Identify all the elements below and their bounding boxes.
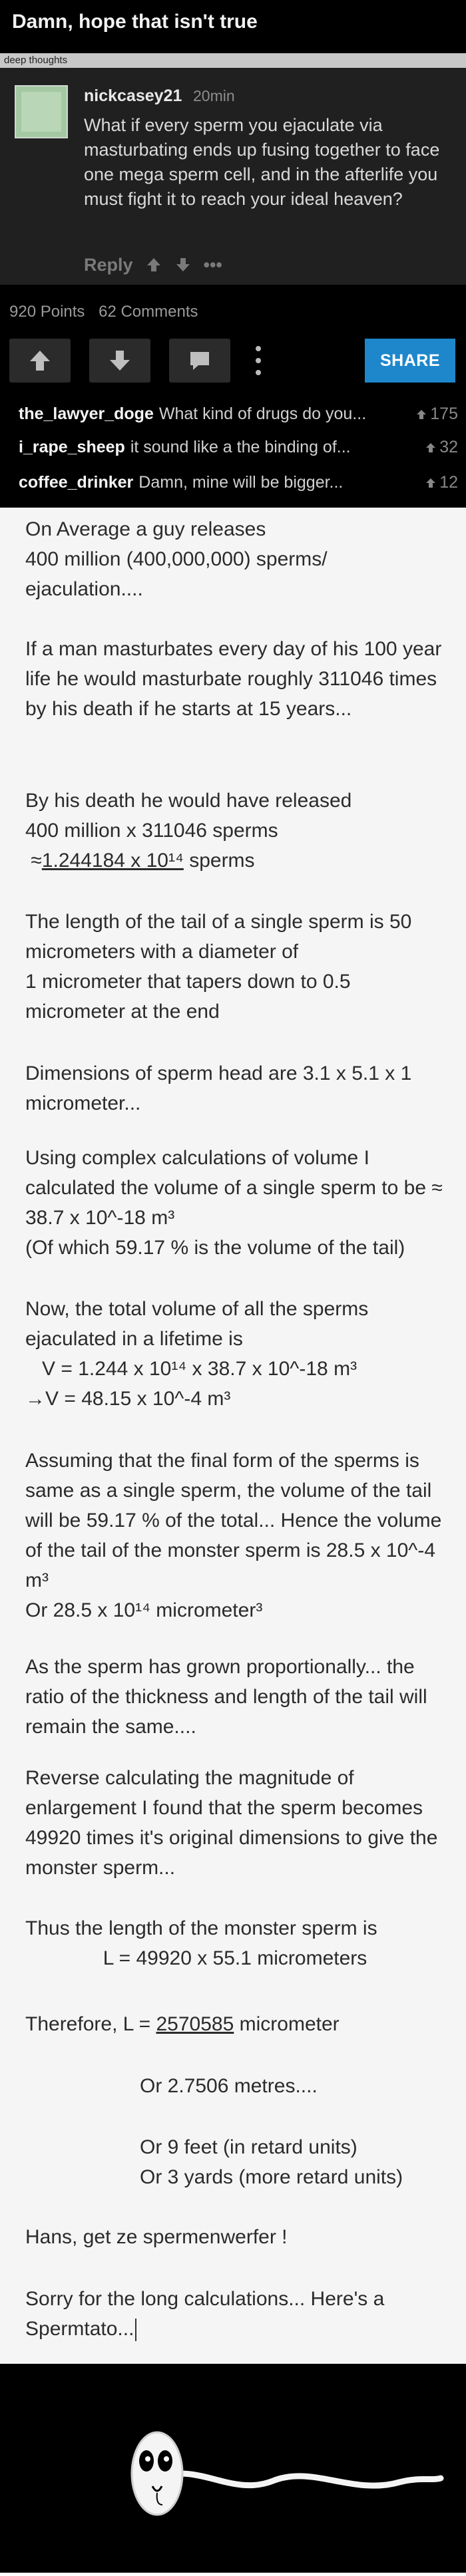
- paragraph: Thus the length of the monster sperm is L = 49920 x 55.1 micrometers: [25, 1917, 377, 1969]
- comment-time: 20min: [193, 87, 235, 104]
- top-comment-user: the_lawyer_doge: [19, 404, 154, 423]
- paragraph: Assuming that the final form of the sperms is same as a single sperm, the volume of the tail will be 59.17 % of the total... Hence the volume of the tail of the monster sperm is 28.5 x 10^-4 m³ Or 28.5 x 10¹⁴ micrometer³: [25, 1450, 442, 1621]
- paragraph: Hans, get ze spermenwerfer !: [25, 2226, 288, 2248]
- share-button[interactable]: SHARE: [365, 339, 455, 383]
- paragraph: Sorry for the long calculations... Here's a Spermtato...: [25, 2284, 451, 2344]
- paragraph: Or 2.7506 metres....: [140, 2075, 318, 2097]
- more-options-button[interactable]: [252, 343, 265, 379]
- upvote-icon: [425, 477, 437, 489]
- more-icon: •••: [203, 254, 222, 275]
- avatar: [15, 85, 68, 138]
- downvote-icon: [107, 347, 133, 374]
- text-cursor: [135, 2319, 136, 2341]
- post-header-section: [0, 0, 466, 508]
- top-comment-text: Damn, mine will be bigger...: [138, 473, 344, 492]
- paragraph: Using complex calculations of volume I calculated the volume of a single sperm to be ≈ 38.7 x 10^-18 m³ (Of which 59.17 % is the volume of the tail): [25, 1147, 443, 1259]
- paragraph: As the sperm has grown proportionally... the ratio of the thickness and length of the tail will remain the same....: [25, 1656, 433, 1738]
- article-body: [0, 508, 466, 2364]
- subreddit-tag: deep thoughts: [0, 53, 466, 68]
- action-bar: [0, 339, 466, 392]
- points-count: 920 Points: [9, 303, 85, 321]
- comments-count[interactable]: 62 Comments: [99, 303, 198, 321]
- paragraph: By his death he would have released 400 million x 311046 sperms ≈1.244184 x 10¹⁴ sperms: [25, 790, 352, 872]
- paragraph: Therefore, L = 2570585 micrometer: [25, 2013, 340, 2035]
- reply-button: Reply: [84, 254, 133, 275]
- upvote-button[interactable]: [9, 339, 71, 383]
- upvote-icon: [415, 408, 427, 420]
- upvote-icon: [145, 256, 162, 273]
- comment-actions: [84, 253, 222, 277]
- paragraph: Or 9 feet (in retard units) Or 3 yards (more retard units): [140, 2136, 403, 2188]
- post-image[interactable]: [0, 53, 466, 285]
- spermtato-drawing: [0, 2364, 466, 2573]
- downvote-icon: [174, 256, 192, 273]
- paragraph: The length of the tail of a single sperm is 50 micrometers with a diameter of 1 micrometer that tapers down to 0.5 micrometer at the end: [25, 911, 412, 1023]
- paragraph: If a man masturbates every day of his 100 year life he would masturbate roughly 311046 times by his death if he starts at 15 years...: [25, 638, 447, 720]
- comment-body: What if every sperm you ejaculate via masturbating ends up fusing together to face one mega sperm cell, and in the afterlife you must fight it to reach your ideal heaven?: [84, 115, 440, 209]
- top-comment-text: it sound like a the binding of...: [130, 438, 351, 456]
- top-comment-score: 12: [425, 473, 458, 492]
- upvote-icon: [27, 347, 53, 374]
- comment-username: nickcasey21: [84, 86, 182, 105]
- comment-icon: [186, 347, 213, 374]
- top-comment-score: 32: [425, 438, 458, 457]
- paragraph: Now, the total volume of all the sperms ejaculated in a lifetime is V = 1.244 x 10¹⁴ x 38.7 x 10^-18 m³ →V = 48.15 x 10^-4 m³: [25, 1298, 369, 1410]
- post-stats: [9, 303, 207, 321]
- top-comment-text: What kind of drugs do you...: [158, 404, 367, 423]
- top-comment-score: 175: [415, 404, 458, 424]
- top-comment-row[interactable]: [19, 473, 458, 500]
- downvote-button[interactable]: [89, 339, 150, 383]
- paragraph: Reverse calculating the magnitude of enlargement I found that the sperm becomes 49920 times it's original dimensions to give the monster sperm...: [25, 1767, 443, 1879]
- top-comment-user: i_rape_sheep: [19, 438, 125, 456]
- spermtato-image: [0, 2364, 466, 2573]
- paragraph: Dimensions of sperm head are 3.1 x 5.1 x 1 micrometer...: [25, 1062, 417, 1114]
- upvote-icon: [425, 442, 437, 454]
- top-comment-user: coffee_drinker: [19, 473, 134, 492]
- paragraph: On Average a guy releases 400 million (400,000,000) sperms/ ejaculation....: [25, 518, 328, 600]
- top-comment-row[interactable]: [19, 438, 458, 464]
- page-title: Damn, hope that isn't true: [12, 11, 258, 33]
- top-comment-row[interactable]: [19, 404, 458, 431]
- comment-button[interactable]: [169, 339, 230, 383]
